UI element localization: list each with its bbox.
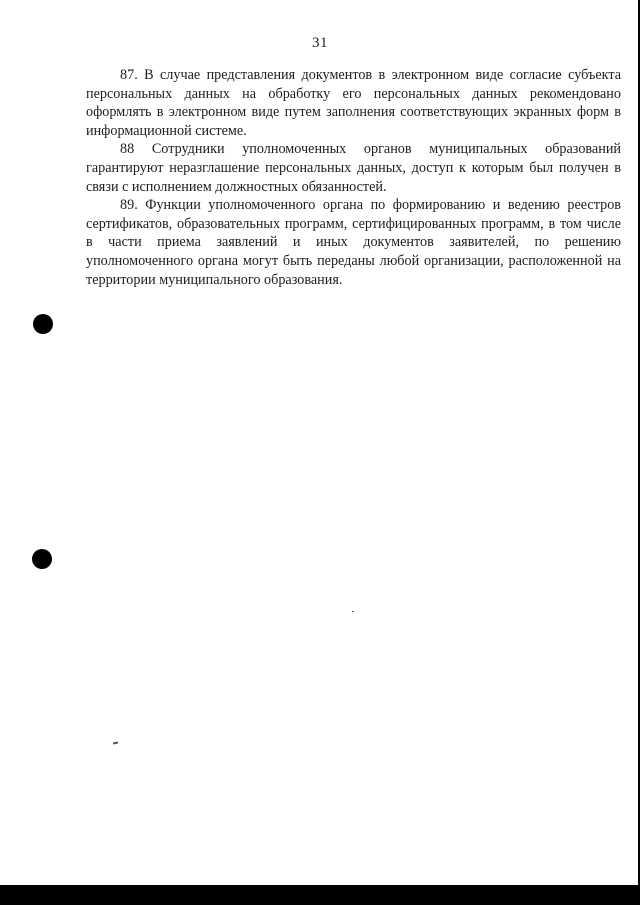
page-number: 31: [312, 35, 328, 51]
punch-hole-top: [33, 314, 53, 334]
scan-speck: [113, 741, 118, 744]
scan-edge-bottom: [0, 885, 640, 905]
scan-speck: [352, 611, 354, 612]
paragraph-88: 88 Сотрудники уполномоченных органов муниципальных образований гарантируют неразглашение персональных данных, доступ к которым был получен в связи с исполнением должностных обязанностей.: [86, 141, 621, 195]
punch-hole-bottom: [32, 549, 52, 569]
paragraph-87: 87. В случае представления документов в электронном виде согласие субъекта персональных данных на обработку его персональных данных рекомендовано оформлять в электронном виде путем заполнения соответствующих экранных форм в информационной системе.: [86, 67, 621, 139]
paragraph-89: 89. Функции уполномоченного органа по формированию и ведению реестров сертификатов, образовательных программ, сертифицированных программ, в том числе в части приема заявлений и иных документов заявителей, по решению уполномоченного органа могут быть переданы любой организации, расположенной на территории муниципального образования.: [86, 197, 621, 288]
document-body: [86, 66, 621, 289]
